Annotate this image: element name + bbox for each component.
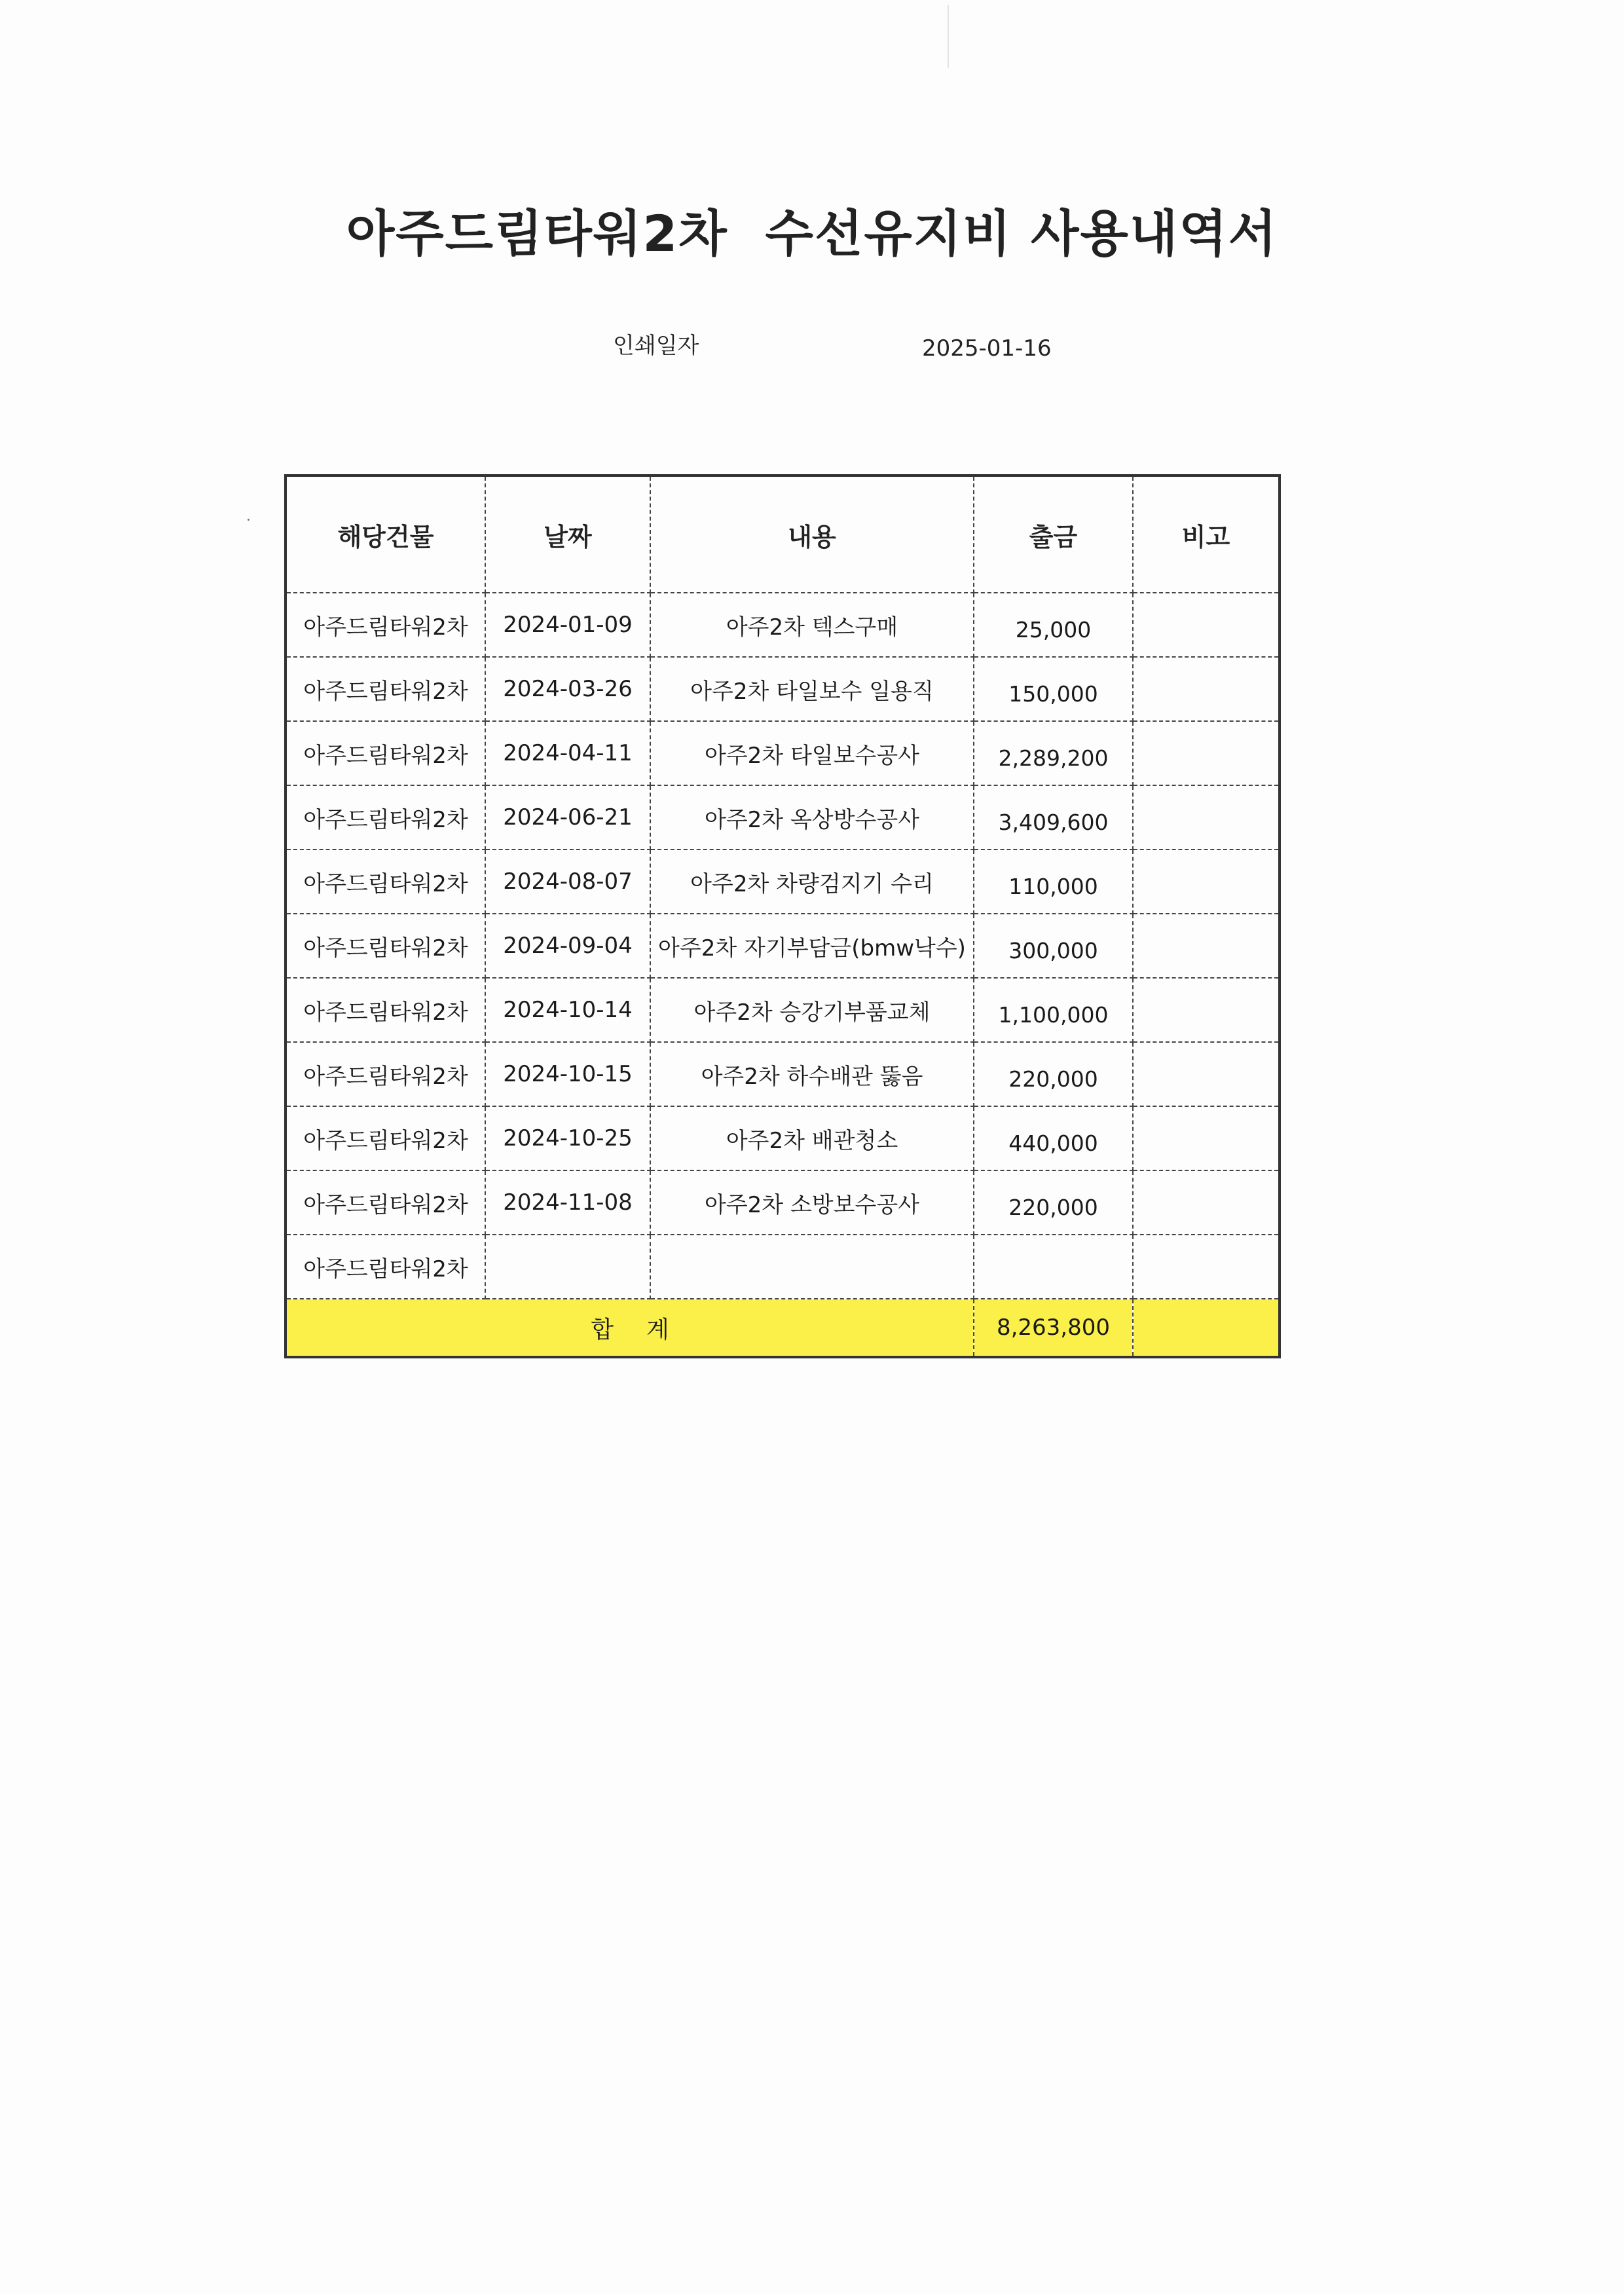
cell-content: 아주2차 타일보수 일용직 — [650, 657, 974, 721]
cell-date: 2024-06-21 — [485, 785, 650, 849]
header-date: 날짜 — [485, 476, 650, 593]
cell-content: 아주2차 하수배관 뚫음 — [650, 1042, 974, 1106]
cell-content — [650, 1235, 974, 1299]
table-row — [286, 1042, 1280, 1106]
cell-amount: 1,100,000 — [974, 978, 1133, 1042]
cell-date — [485, 1235, 650, 1299]
expense-table — [284, 474, 1281, 1358]
table-row — [286, 593, 1280, 657]
cell-building: 아주드림타워2차 — [286, 657, 485, 721]
cell-amount: 110,000 — [974, 849, 1133, 914]
cell-content: 아주2차 승강기부품교체 — [650, 978, 974, 1042]
document-title: 아주드림타워2차 수선유지비 사용내역서 — [346, 204, 1278, 263]
cell-building: 아주드림타워2차 — [286, 593, 485, 657]
cell-content: 아주2차 차량검지기 수리 — [650, 849, 974, 914]
cell-date: 2024-10-25 — [485, 1106, 650, 1170]
cell-note — [1133, 721, 1280, 785]
header-building: 해당건물 — [286, 476, 485, 593]
cell-date: 2024-04-11 — [485, 721, 650, 785]
table-row — [286, 978, 1280, 1042]
cell-amount: 300,000 — [974, 914, 1133, 978]
header-content: 내용 — [650, 476, 974, 593]
cell-building: 아주드림타워2차 — [286, 1106, 485, 1170]
cell-note — [1133, 978, 1280, 1042]
header-note: 비고 — [1133, 476, 1280, 593]
cell-amount: 150,000 — [974, 657, 1133, 721]
cell-date: 2024-09-04 — [485, 914, 650, 978]
table-row — [286, 657, 1280, 721]
cell-amount: 3,409,600 — [974, 785, 1133, 849]
scan-artifact-dot — [248, 519, 249, 521]
cell-date: 2024-08-07 — [485, 849, 650, 914]
cell-building: 아주드림타워2차 — [286, 721, 485, 785]
cell-note — [1133, 1042, 1280, 1106]
cell-content: 아주2차 자기부담금(bmw낙수) — [650, 914, 974, 978]
table-row — [286, 1170, 1280, 1235]
cell-date: 2024-11-08 — [485, 1170, 650, 1235]
cell-note — [1133, 657, 1280, 721]
cell-date: 2024-03-26 — [485, 657, 650, 721]
cell-note — [1133, 593, 1280, 657]
table-row — [286, 914, 1280, 978]
table-row — [286, 785, 1280, 849]
cell-building: 아주드림타워2차 — [286, 1170, 485, 1235]
table-header-row — [286, 476, 1280, 593]
cell-amount: 25,000 — [974, 593, 1133, 657]
cell-date: 2024-01-09 — [485, 593, 650, 657]
scan-artifact-line — [948, 5, 949, 68]
cell-note — [1133, 1235, 1280, 1299]
table-row — [286, 1106, 1280, 1170]
cell-note — [1133, 785, 1280, 849]
total-row — [286, 1299, 1280, 1357]
table-row — [286, 849, 1280, 914]
cell-note — [1133, 1106, 1280, 1170]
cell-content: 아주2차 옥상방수공사 — [650, 785, 974, 849]
total-amount: 8,263,800 — [974, 1299, 1133, 1357]
cell-amount: 440,000 — [974, 1106, 1133, 1170]
cell-content: 아주2차 타일보수공사 — [650, 721, 974, 785]
cell-amount — [974, 1235, 1133, 1299]
cell-note — [1133, 849, 1280, 914]
cell-building: 아주드림타워2차 — [286, 785, 485, 849]
cell-content: 아주2차 소방보수공사 — [650, 1170, 974, 1235]
cell-date: 2024-10-15 — [485, 1042, 650, 1106]
cell-building: 아주드림타워2차 — [286, 849, 485, 914]
cell-note — [1133, 914, 1280, 978]
cell-building: 아주드림타워2차 — [286, 914, 485, 978]
print-date-label: 인쇄일자 — [613, 333, 699, 359]
cell-building: 아주드림타워2차 — [286, 1042, 485, 1106]
cell-date: 2024-10-14 — [485, 978, 650, 1042]
cell-content: 아주2차 텍스구매 — [650, 593, 974, 657]
cell-content: 아주2차 배관청소 — [650, 1106, 974, 1170]
header-amount: 출금 — [974, 476, 1133, 593]
cell-building: 아주드림타워2차 — [286, 1235, 485, 1299]
cell-building: 아주드림타워2차 — [286, 978, 485, 1042]
table-row — [286, 1235, 1280, 1299]
cell-amount: 220,000 — [974, 1042, 1133, 1106]
print-date-value: 2025-01-16 — [922, 335, 1052, 362]
cell-amount: 2,289,200 — [974, 721, 1133, 785]
total-note — [1133, 1299, 1280, 1357]
total-label: 합계 — [286, 1299, 974, 1357]
cell-note — [1133, 1170, 1280, 1235]
table-row — [286, 721, 1280, 785]
cell-amount: 220,000 — [974, 1170, 1133, 1235]
